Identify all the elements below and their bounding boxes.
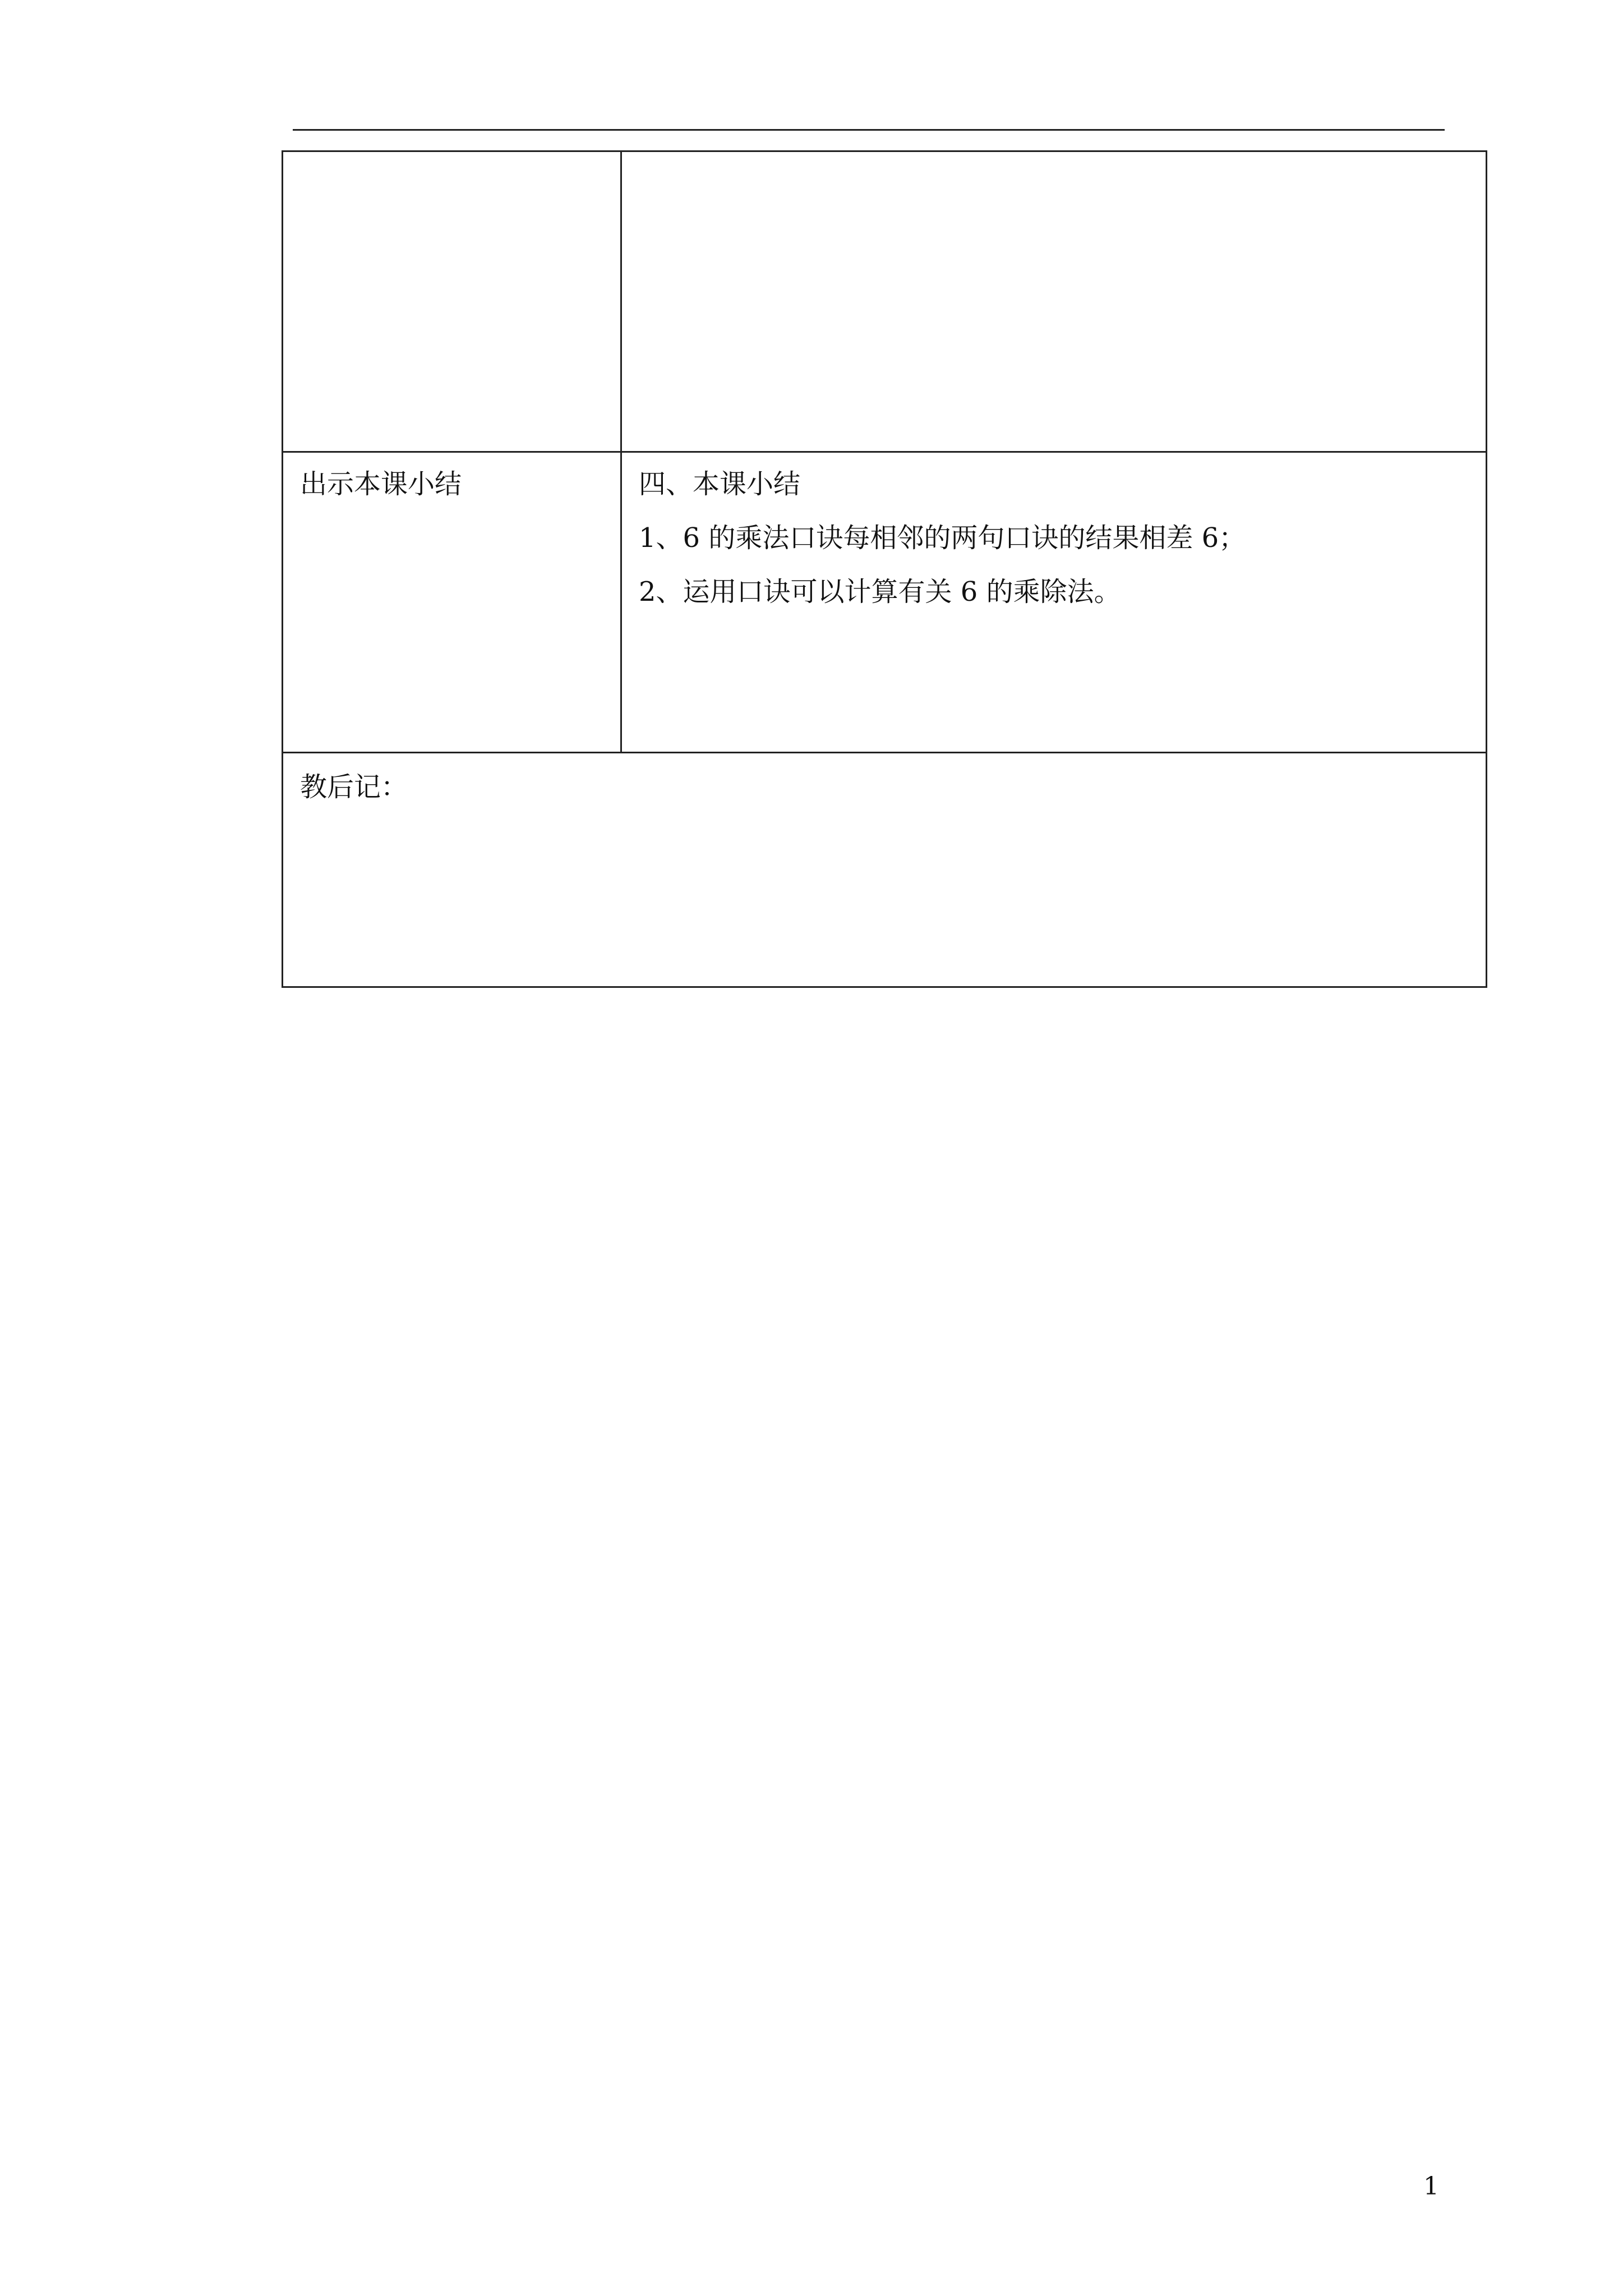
table-row	[283, 453, 1486, 753]
summary-heading: 四、本课小结	[639, 468, 801, 500]
summary-point-2: 2、运用口诀可以计算有关 6 的乘除法。	[639, 576, 1121, 608]
table-row	[283, 753, 1486, 988]
reflection-label: 教后记：	[300, 771, 408, 803]
table-cell-empty-right	[622, 152, 1486, 451]
page-number: 1	[1423, 2172, 1439, 2201]
lesson-plan-table	[282, 150, 1487, 988]
table-cell-empty-left	[283, 152, 622, 451]
summary-point-1: 1、6 的乘法口诀每相邻的两句口诀的结果相差 6；	[639, 522, 1246, 554]
table-row	[283, 152, 1486, 453]
table-cell-activity	[283, 453, 622, 752]
table-cell-content	[622, 453, 1486, 752]
activity-label: 出示本课小结	[300, 468, 462, 500]
table-cell-reflection	[283, 753, 1486, 988]
header-rule	[293, 129, 1445, 131]
